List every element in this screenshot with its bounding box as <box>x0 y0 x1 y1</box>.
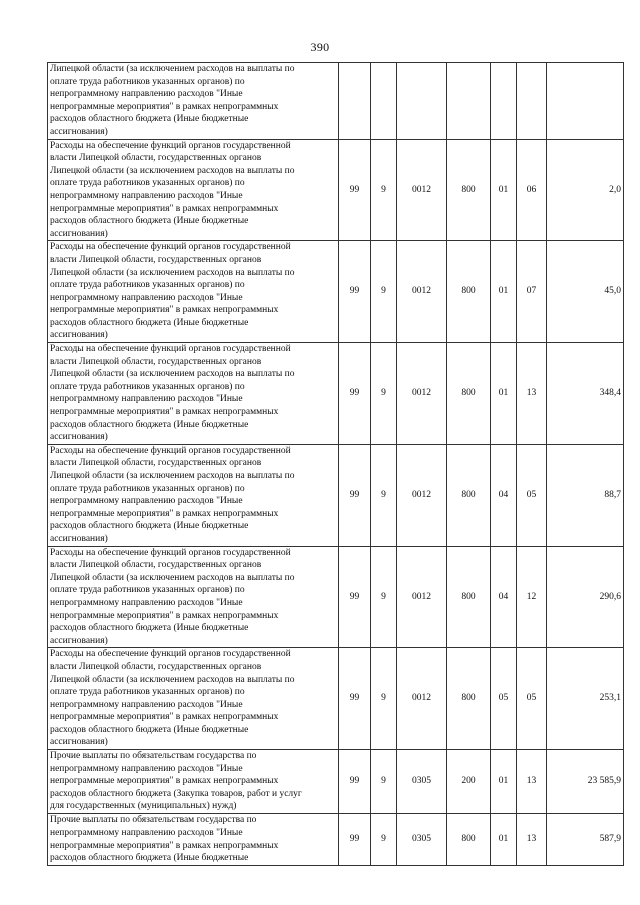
table-row <box>48 648 624 750</box>
table-row <box>48 63 624 140</box>
page-number: 390 <box>310 40 330 54</box>
table-row <box>48 444 624 546</box>
cell-subprogram: 9 <box>371 241 397 343</box>
cell-section: 05 <box>491 648 517 750</box>
cell-section: 01 <box>491 814 517 866</box>
cell-amount: 348,4 <box>547 343 624 445</box>
cell-amount: 2,0 <box>547 139 624 241</box>
cell-target-article <box>397 63 447 140</box>
cell-amount: 253,1 <box>547 648 624 750</box>
cell-expense-type: 800 <box>447 814 491 866</box>
cell-expense-type <box>447 63 491 140</box>
cell-expense-type: 800 <box>447 343 491 445</box>
cell-expense-type: 800 <box>447 648 491 750</box>
cell-section: 01 <box>491 343 517 445</box>
table-row <box>48 241 624 343</box>
budget-table <box>47 62 624 866</box>
cell-subsection: 06 <box>517 139 547 241</box>
cell-ppp: 99 <box>339 750 371 814</box>
cell-section: 04 <box>491 444 517 546</box>
cell-ppp: 99 <box>339 814 371 866</box>
cell-amount: 88,7 <box>547 444 624 546</box>
cell-section: 01 <box>491 750 517 814</box>
cell-subsection: 07 <box>517 241 547 343</box>
cell-ppp: 99 <box>339 343 371 445</box>
cell-subprogram: 9 <box>371 139 397 241</box>
cell-subsection: 05 <box>517 444 547 546</box>
cell-expense-type: 800 <box>447 139 491 241</box>
cell-subsection: 05 <box>517 648 547 750</box>
table-row <box>48 814 624 866</box>
cell-target-article: 0012 <box>397 648 447 750</box>
table-row <box>48 139 624 241</box>
cell-subprogram: 9 <box>371 343 397 445</box>
cell-subprogram: 9 <box>371 750 397 814</box>
cell-target-article: 0305 <box>397 814 447 866</box>
cell-ppp <box>339 63 371 140</box>
cell-subsection <box>517 63 547 140</box>
cell-section: 04 <box>491 546 517 648</box>
cell-subprogram: 9 <box>371 648 397 750</box>
row-description: Прочие выплаты по обязательствам государства по непрограммному направлению расходов "Иные непрограммные мероприятия" в рамках непрограммных расходов областного бюджета (Закупка товаров, работ и услуг для государственных (муниципальных) нужд) <box>48 750 339 814</box>
row-description: Прочие выплаты по обязательствам государства по непрограммному направлению расходов "Иные непрограммные мероприятия" в рамках непрограммных расходов областного бюджета (Иные бюджетные <box>48 814 339 866</box>
cell-target-article: 0012 <box>397 343 447 445</box>
row-description: Расходы на обеспечение функций органов государственной власти Липецкой области, государственных органов Липецкой области (за исключением расходов на выплаты по оплате труда работников указанных органов) по непрограммному направлению расходов "Иные непрограммные мероприятия" в рамках непрограммных расходов областного бюджета (Иные бюджетные ассигнования) <box>48 444 339 546</box>
cell-amount: 290,6 <box>547 546 624 648</box>
cell-section: 01 <box>491 139 517 241</box>
row-description: Расходы на обеспечение функций органов государственной власти Липецкой области, государственных органов Липецкой области (за исключением расходов на выплаты по оплате труда работников указанных органов) по непрограммному направлению расходов "Иные непрограммные мероприятия" в рамках непрограммных расходов областного бюджета (Иные бюджетные ассигнования) <box>48 648 339 750</box>
cell-ppp: 99 <box>339 648 371 750</box>
table-row <box>48 343 624 445</box>
cell-expense-type: 200 <box>447 750 491 814</box>
cell-target-article: 0012 <box>397 139 447 241</box>
cell-amount: 45,0 <box>547 241 624 343</box>
row-description: Липецкой области (за исключением расходов на выплаты по оплате труда работников указанных органов) по непрограммному направлению расходов "Иные непрограммные мероприятия" в рамках непрограммных расходов областного бюджета (Иные бюджетные ассигнования) <box>48 63 339 140</box>
row-description: Расходы на обеспечение функций органов государственной власти Липецкой области, государственных органов Липецкой области (за исключением расходов на выплаты по оплате труда работников указанных органов) по непрограммному направлению расходов "Иные непрограммные мероприятия" в рамках непрограммных расходов областного бюджета (Иные бюджетные ассигнования) <box>48 546 339 648</box>
cell-subsection: 12 <box>517 546 547 648</box>
cell-expense-type: 800 <box>447 241 491 343</box>
table-row <box>48 750 624 814</box>
row-description: Расходы на обеспечение функций органов государственной власти Липецкой области, государственных органов Липецкой области (за исключением расходов на выплаты по оплате труда работников указанных органов) по непрограммному направлению расходов "Иные непрограммные мероприятия" в рамках непрограммных расходов областного бюджета (Иные бюджетные ассигнования) <box>48 139 339 241</box>
cell-amount: 587,9 <box>547 814 624 866</box>
cell-expense-type: 800 <box>447 546 491 648</box>
row-description: Расходы на обеспечение функций органов государственной власти Липецкой области, государственных органов Липецкой области (за исключением расходов на выплаты по оплате труда работников указанных органов) по непрограммному направлению расходов "Иные непрограммные мероприятия" в рамках непрограммных расходов областного бюджета (Иные бюджетные ассигнования) <box>48 241 339 343</box>
cell-subprogram <box>371 63 397 140</box>
cell-section: 01 <box>491 241 517 343</box>
cell-amount: 23 585,9 <box>547 750 624 814</box>
cell-target-article: 0012 <box>397 241 447 343</box>
cell-ppp: 99 <box>339 241 371 343</box>
cell-subsection: 13 <box>517 814 547 866</box>
cell-target-article: 0305 <box>397 750 447 814</box>
cell-subprogram: 9 <box>371 444 397 546</box>
cell-subsection: 13 <box>517 343 547 445</box>
cell-section <box>491 63 517 140</box>
cell-ppp: 99 <box>339 444 371 546</box>
cell-ppp: 99 <box>339 139 371 241</box>
cell-amount <box>547 63 624 140</box>
cell-target-article: 0012 <box>397 546 447 648</box>
row-description: Расходы на обеспечение функций органов государственной власти Липецкой области, государственных органов Липецкой области (за исключением расходов на выплаты по оплате труда работников указанных органов) по непрограммному направлению расходов "Иные непрограммные мероприятия" в рамках непрограммных расходов областного бюджета (Иные бюджетные ассигнования) <box>48 343 339 445</box>
cell-subprogram: 9 <box>371 546 397 648</box>
cell-target-article: 0012 <box>397 444 447 546</box>
table-row <box>48 546 624 648</box>
cell-expense-type: 800 <box>447 444 491 546</box>
cell-ppp: 99 <box>339 546 371 648</box>
cell-subprogram: 9 <box>371 814 397 866</box>
cell-subsection: 13 <box>517 750 547 814</box>
